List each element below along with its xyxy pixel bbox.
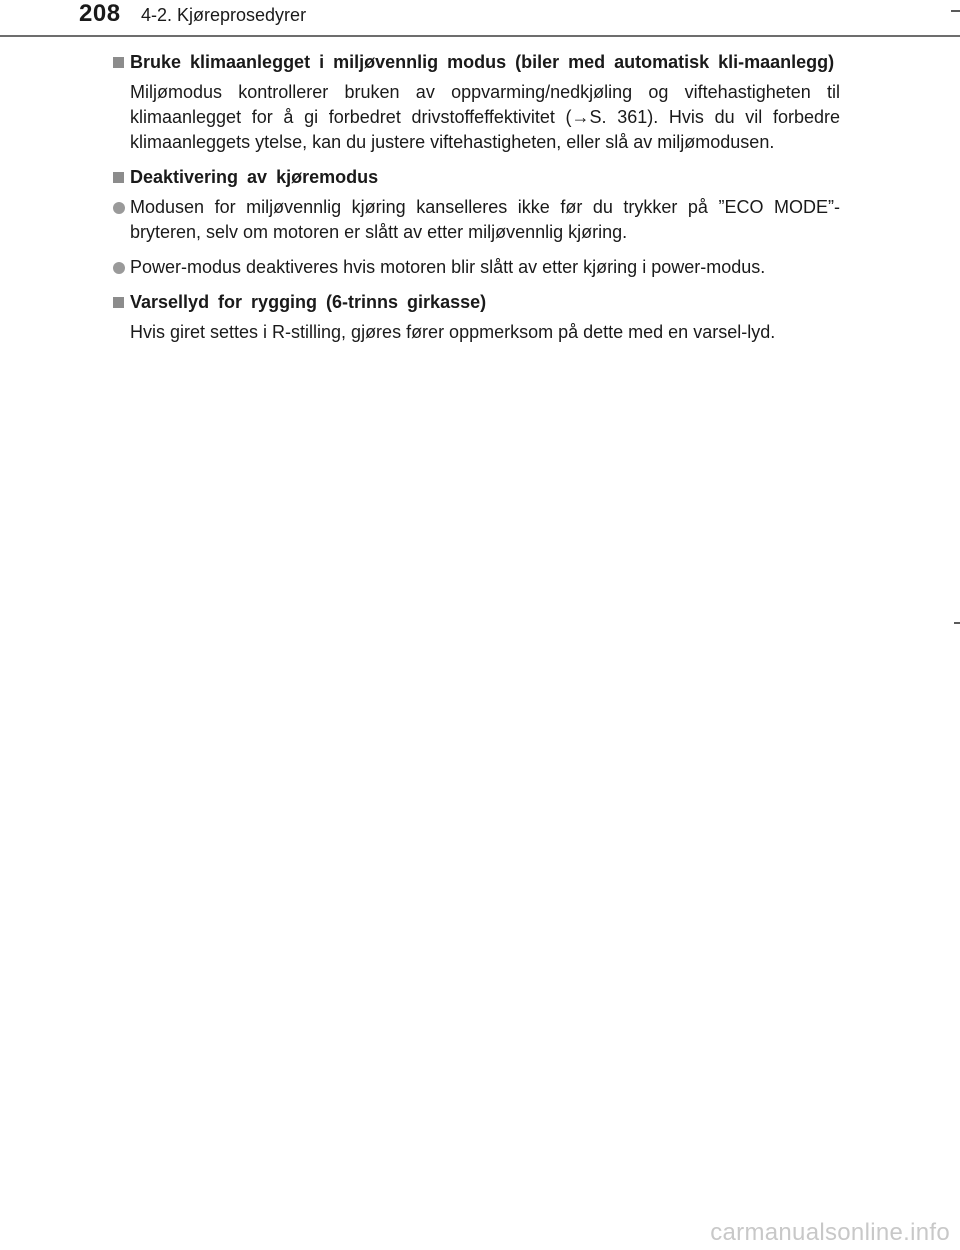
list-item-text: Modusen for miljøvennlig kjøring kanselleres ikke før du trykker på ”ECO MODE”-bryteren, selv om motoren er slått av etter miljøvennlig kjøring. (130, 197, 840, 242)
crop-mark-right (954, 622, 960, 624)
page-content (112, 50, 840, 355)
page-header (0, 0, 960, 38)
square-bullet-icon (113, 57, 124, 68)
section-heading-text: Varsellyd for rygging (6-trinns girkasse) (130, 292, 487, 312)
circle-bullet-icon (113, 202, 125, 214)
section-heading (112, 290, 840, 315)
section-heading-text: Deaktivering av kjøremodus (130, 167, 379, 187)
square-bullet-icon (113, 172, 124, 183)
list-item (112, 195, 840, 245)
chapter-title: 4-2. Kjøreprosedyrer (141, 5, 307, 25)
section-eco-climate (112, 50, 840, 155)
section-heading (112, 50, 840, 75)
page-number: 208 (79, 0, 121, 27)
section-deactivation (112, 165, 840, 280)
section-paragraph: Hvis giret settes i R-stilling, gjøres fører oppmerksom på dette med en varsel-lyd. (130, 322, 776, 342)
section-paragraph: Miljømodus kontrollerer bruken av oppvarming/nedkjøling og viftehastigheten til klimaanlegget for å gi forbedret drivstoffeffektivitet (→S. 361). Hvis du vil forbedre klimaanleggets ytelse, kan du justere viftehastigheten, eller slå av miljømodusen. (130, 82, 840, 152)
section-heading (112, 165, 840, 190)
site-watermark: carmanualsonline.info (710, 1219, 950, 1246)
circle-bullet-icon (113, 262, 125, 274)
list-item-text: Power-modus deaktiveres hvis motoren blir slått av etter kjøring i power-modus. (130, 257, 766, 277)
header-divider (0, 35, 960, 37)
section-heading-text: Bruke klimaanlegget i miljøvennlig modus (biler med automatisk kli-maanlegg) (130, 52, 835, 72)
crop-mark-top (951, 10, 960, 12)
square-bullet-icon (113, 297, 124, 308)
section-reverse-buzzer (112, 290, 840, 345)
list-item (112, 255, 840, 280)
